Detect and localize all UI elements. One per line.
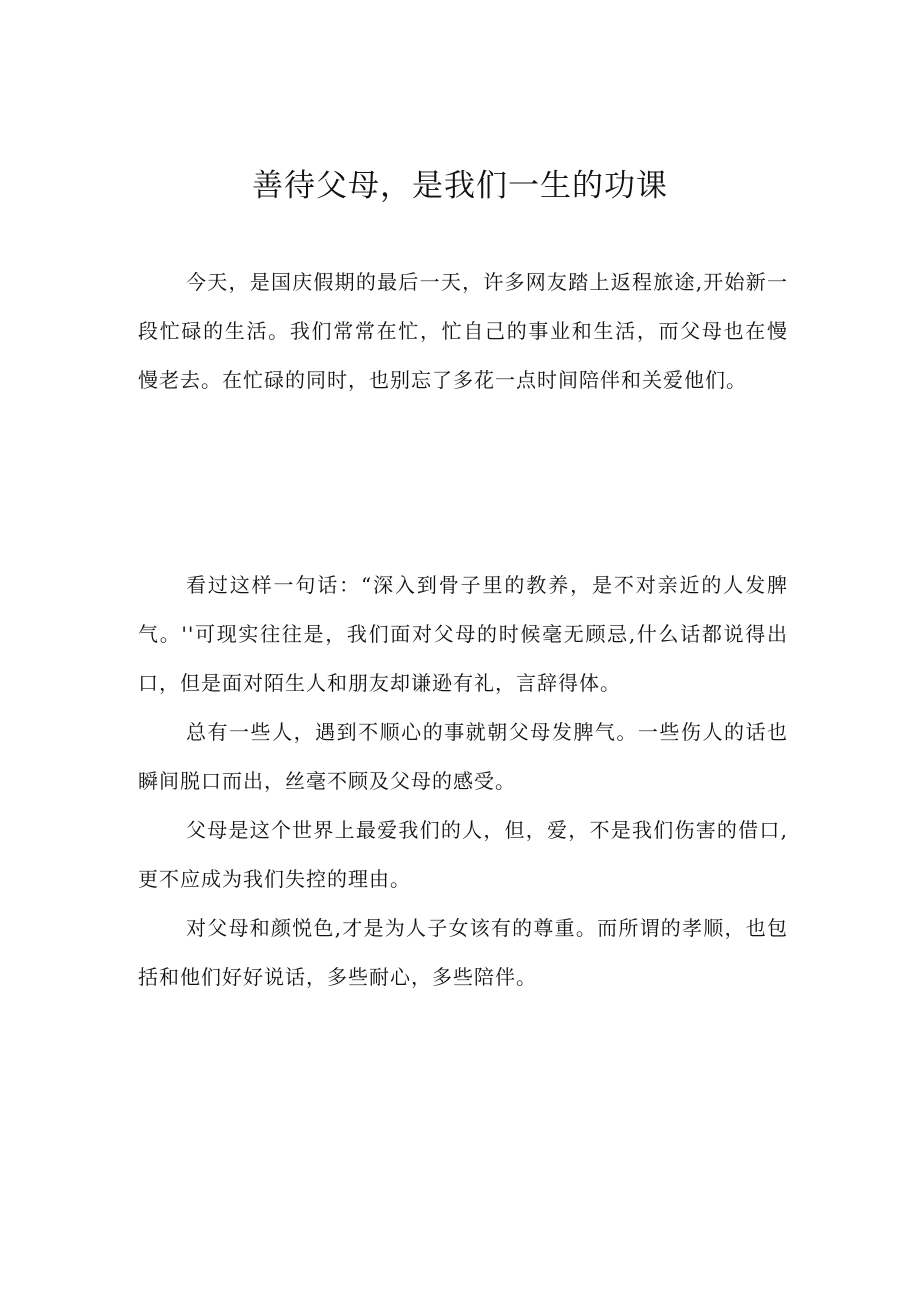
paragraph: 今天，是国庆假期的最后一天，许多网友踏上返程旅途,开始新一段忙碌的生活。我们常常在忙，忙自己的事业和生活，而父母也在慢慢老去。在忙碌的同时，也别忘了多花一点时间陪伴和关爱他们。	[138, 270, 788, 392]
document-title: 善待父母，是我们一生的功课	[252, 168, 668, 204]
paragraph: 看过这样一句话：“深入到骨子里的教养，是不对亲近的人发脾气。''可现实往往是，我们面对父母的时候毫无顾忌,什么话都说得出口，但是面对陌生人和朋友却谦逊有礼，言辞得体。	[138, 573, 788, 695]
paragraph: 总有一些人，遇到不顺心的事就朝父母发脾气。一些伤人的话也瞬间脱口而出，丝毫不顾及父母的感受。	[138, 720, 788, 793]
paragraph: 父母是这个世界上最爱我们的人，但，爱，不是我们伤害的借口,更不应成为我们失控的理由。	[138, 818, 788, 891]
paragraph: 对父母和颜悦色,才是为人子女该有的尊重。而所谓的孝顺，也包括和他们好好说话，多些耐心，多些陪伴。	[138, 916, 788, 989]
